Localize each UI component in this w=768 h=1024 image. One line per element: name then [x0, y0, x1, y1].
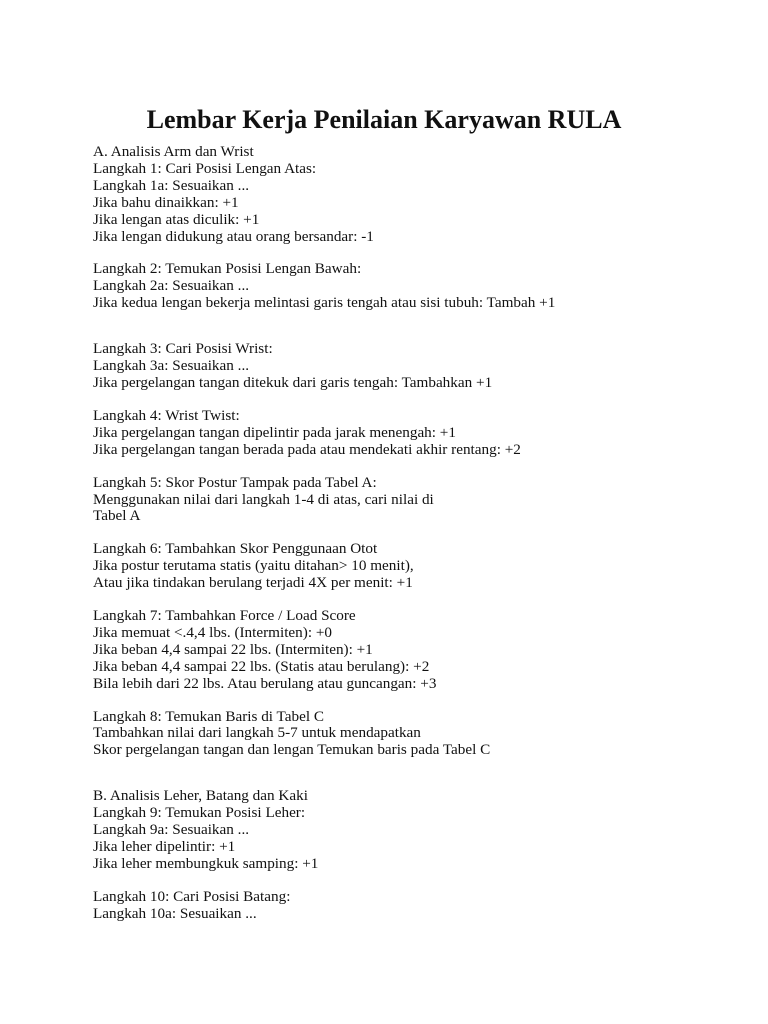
step-6: [93, 541, 733, 592]
text-line: Jika bahu dinaikkan: +1: [93, 193, 239, 211]
text-line: Jika kedua lengan bekerja melintasi garis tengah atau sisi tubuh: Tambah +1: [93, 294, 556, 312]
step-heading: Langkah 10: Cari Posisi Batang:: [93, 887, 291, 905]
text-line: Jika pergelangan tangan ditekuk dari garis tengah: Tambahkan +1: [93, 373, 493, 391]
text-line: Tabel A: [93, 507, 141, 525]
step-10: [93, 889, 733, 923]
step-heading: Langkah 2: Temukan Posisi Lengan Bawah:: [93, 260, 362, 278]
step-8: [93, 709, 733, 760]
step-heading: Langkah 5: Skor Postur Tampak pada Tabel A:: [93, 473, 377, 491]
step-heading: Langkah 3: Cari Posisi Wrist:: [93, 340, 273, 358]
spacer: [93, 759, 733, 788]
text-line: Jika lengan atas diculik: +1: [93, 210, 260, 228]
step-heading: Langkah 9: Temukan Posisi Leher:: [93, 804, 306, 822]
step-2: [93, 261, 733, 312]
spacer: [93, 312, 733, 341]
text-line: Jika leher dipelintir: +1: [93, 838, 236, 855]
text-line: Jika postur terutama statis (yaitu ditahan> 10 menit),: [93, 557, 414, 575]
text-line: Langkah 3a: Sesuaikan ...: [93, 357, 250, 375]
spacer: [93, 693, 733, 709]
text-line: Skor pergelangan tangan dan lengan Temukan baris pada Tabel C: [93, 741, 491, 759]
step-3: [93, 341, 733, 392]
step-5: [93, 475, 733, 526]
text-line: Jika beban 4,4 sampai 22 lbs. (Intermiten): +1: [93, 640, 373, 658]
text-line: Jika beban 4,4 sampai 22 lbs. (Statis atau berulang): +2: [93, 657, 430, 675]
step-heading: Langkah 7: Tambahkan Force / Load Score: [93, 607, 356, 625]
section-heading: A. Analisis Arm dan Wrist: [93, 143, 254, 160]
step-4: [93, 408, 733, 459]
step-heading: Langkah 1: Cari Posisi Lengan Atas:: [93, 159, 317, 177]
text-line: Langkah 9a: Sesuaikan ...: [93, 821, 250, 839]
text-line: Langkah 2a: Sesuaikan ...: [93, 277, 250, 295]
spacer: [93, 392, 733, 408]
text-line: Jika pergelangan tangan berada pada atau mendekati akhir rentang: +2: [93, 440, 521, 458]
spacer: [93, 459, 733, 475]
spacer: [93, 525, 733, 541]
section-b: [93, 788, 733, 873]
text-line: Atau jika tindakan berulang terjadi 4X per menit: +1: [93, 574, 413, 592]
text-line: Jika memuat <.4,4 lbs. (Intermiten): +0: [93, 623, 332, 641]
text-line: Jika leher membungkuk samping: +1: [93, 854, 319, 872]
text-line: Langkah 1a: Sesuaikan ...: [93, 176, 250, 194]
step-heading: Langkah 4: Wrist Twist:: [93, 406, 240, 424]
section-a: [93, 144, 733, 245]
text-line: Bila lebih dari 22 lbs. Atau berulang atau guncangan: +3: [93, 674, 437, 692]
text-line: Jika pergelangan tangan dipelintir pada jarak menengah: +1: [93, 423, 456, 441]
document-body: [93, 144, 733, 923]
text-line: Langkah 10a: Sesuaikan ...: [93, 904, 257, 922]
section-heading: B. Analisis Leher, Batang dan Kaki: [93, 787, 308, 805]
step-7: [93, 608, 733, 693]
text-line: Menggunakan nilai dari langkah 1-4 di atas, cari nilai di: [93, 490, 434, 508]
step-heading: Langkah 8: Temukan Baris di Tabel C: [93, 707, 324, 725]
spacer: [93, 592, 733, 608]
text-line: Jika lengan didukung atau orang bersandar: -1: [93, 227, 374, 245]
text-line: Tambahkan nilai dari langkah 5-7 untuk mendapatkan: [93, 724, 421, 742]
step-heading: Langkah 6: Tambahkan Skor Penggunaan Otot: [93, 540, 378, 558]
spacer: [93, 245, 733, 261]
spacer: [93, 873, 733, 889]
page-title: Lembar Kerja Penilaian Karyawan RULA: [146, 105, 622, 134]
